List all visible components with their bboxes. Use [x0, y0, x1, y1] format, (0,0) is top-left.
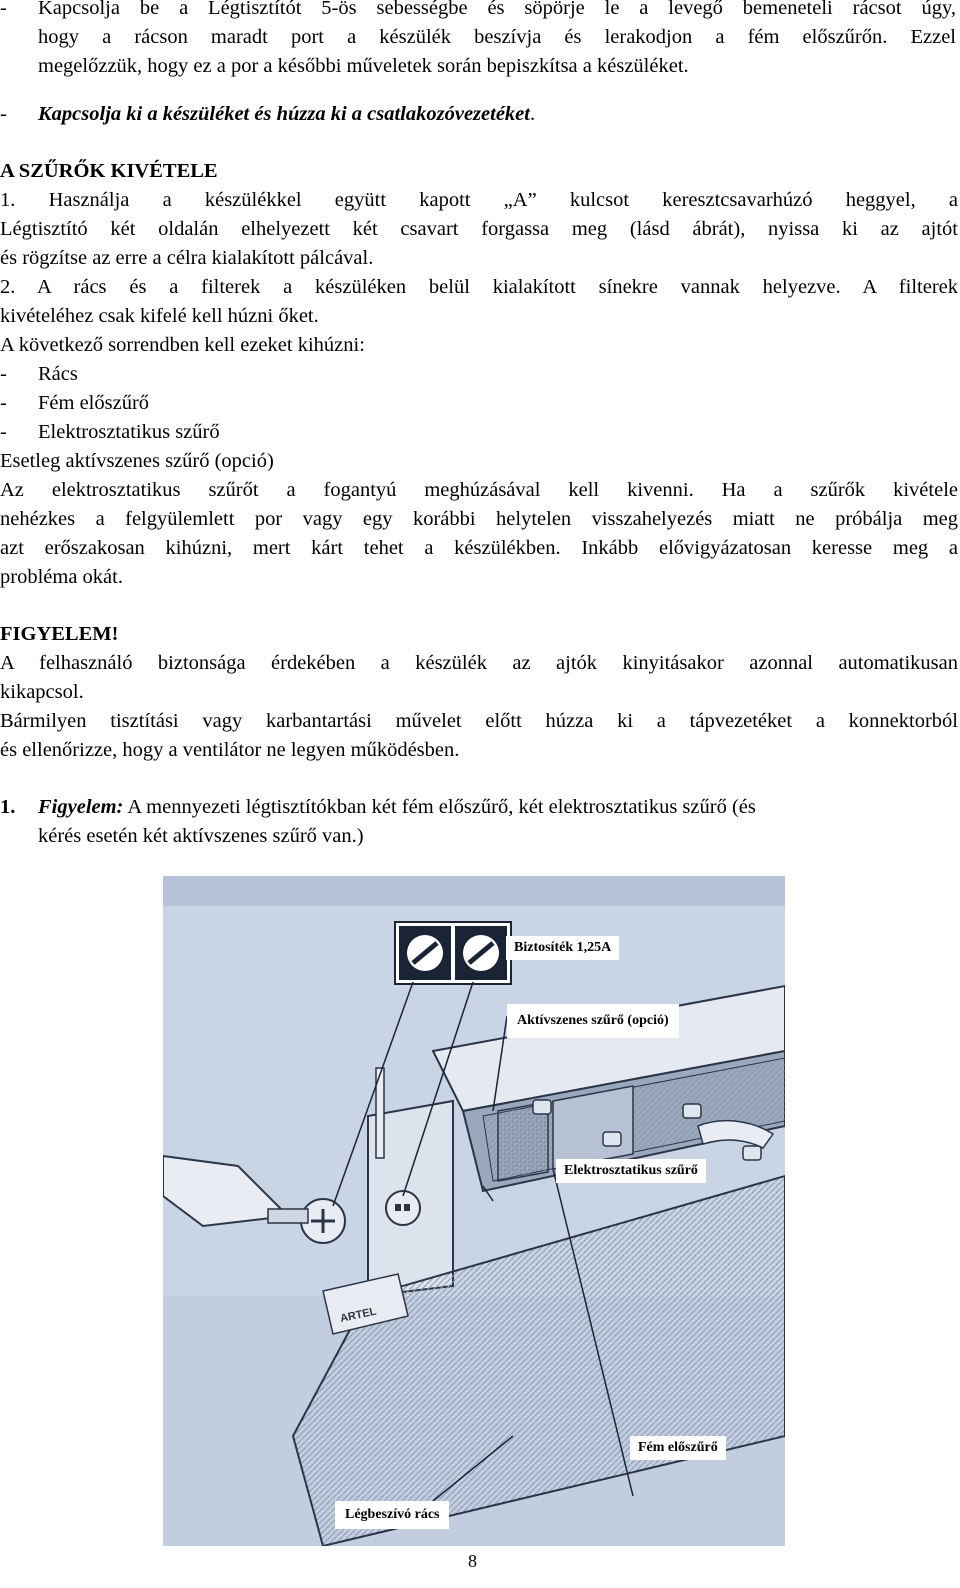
- callout-electrostatic-filter: Elektrosztatikus szűrő: [556, 1159, 706, 1183]
- bullet-dash: -: [0, 421, 7, 443]
- electro-line2: nehézkes a felgyülemlett por vagy egy korábbi helytelen visszahelyezés miatt ne próbálja meg: [0, 508, 958, 530]
- page-number: 8: [468, 1551, 477, 1571]
- step1-line2: Légtisztító két oldalán elhelyezett két csavart forgassa meg (lásd ábrát), nyissa ki az ajtót: [0, 218, 958, 240]
- bullet-dash: -: [0, 103, 7, 125]
- callout-active-filter: Aktívszenes szűrő (opció): [507, 1004, 679, 1038]
- list-item-label: Rács: [38, 363, 78, 385]
- bullet-dash: -: [0, 363, 7, 385]
- callout-metal-prefilter: Fém előszűrő: [630, 1436, 726, 1460]
- note-number: 1.: [0, 796, 16, 818]
- bullet-dash: -: [0, 0, 7, 19]
- note-text-cont: kérés esetén két aktívszenes szűrő van.): [38, 825, 364, 847]
- p2-text: Kapcsolja ki a készüléket és húzza ki a csatlakozóvezetéket: [38, 103, 530, 125]
- filter-diagram: [163, 876, 785, 1546]
- p2-line: [38, 100, 956, 129]
- p1-line1: Kapcsolja be a Légtisztítót 5-ös sebességbe és söpörje le a levegő bemeneteli rácsot úgy,: [38, 0, 956, 19]
- p1-line2: hogy a rácson maradt port a készülék beszívja és lerakodjon a fém előszűrőn. Ezzel: [38, 26, 956, 48]
- plate-label: ARTEL: [339, 1305, 378, 1325]
- step1-line1: 1. Használja a készülékkel együtt kapott „A” kulcsot keresztcsavarhúzó heggyel, a: [0, 189, 958, 211]
- warning-line3: Bármilyen tisztítási vagy karbantartási művelet előtt húzza ki a tápvezetéket a konnektorból: [0, 710, 958, 732]
- step2-line1: 2. A rács és a filterek a készüléken belül kialakított sínekre vannak helyezve. A filterek: [0, 276, 958, 298]
- p1-line3: megelőzzük, hogy ez a por a későbbi műveletek során bepiszkítsa a készüléket.: [38, 55, 689, 77]
- section-heading: A SZŰRŐK KIVÉTELE: [0, 160, 218, 182]
- warning-line4: és ellenőrizze, hogy a ventilátor ne legyen működésben.: [0, 739, 460, 761]
- p2-period: .: [529, 103, 536, 125]
- optional-filter: Esetleg aktívszenes szűrő (opció): [0, 450, 274, 472]
- warning-line1: A felhasználó biztonsága érdekében a készülék az ajtók kinyitásakor azonnal automatikusan: [0, 652, 958, 674]
- warning-line2: kikapcsol.: [0, 681, 84, 703]
- electro-line1: Az elektrosztatikus szűrőt a fogantyú meghúzásával kell kivenni. Ha a szűrők kivétele: [0, 479, 958, 501]
- callout-intake-grille: Légbeszívó rács: [335, 1501, 449, 1529]
- list-item-label: Elektrosztatikus szűrő: [38, 421, 220, 443]
- warning-title: FIGYELEM!: [0, 623, 119, 645]
- note-label: Figyelem:: [38, 796, 124, 818]
- electro-line4: probléma okát.: [0, 566, 123, 588]
- order-intro: A következő sorrendben kell ezeket kihúzni:: [0, 334, 365, 356]
- list-item-label: Fém előszűrő: [38, 392, 150, 414]
- step2-line2: kivételéhez csak kifelé kell húzni őket.: [0, 305, 319, 327]
- electro-line3: azt erőszakosan kihúzni, mert kárt tehet a készülékben. Inkább elővigyázatosan keresse meg a: [0, 537, 958, 559]
- note-text: A mennyezeti légtisztítókban két fém előszűrő, két elektrosztatikus szűrő (és: [123, 796, 756, 818]
- callout-fuse: Biztosíték 1,25A: [506, 936, 619, 960]
- step1-line3: és rögzítse az erre a célra kialakított pálcával.: [0, 247, 374, 269]
- bullet-dash: -: [0, 392, 7, 414]
